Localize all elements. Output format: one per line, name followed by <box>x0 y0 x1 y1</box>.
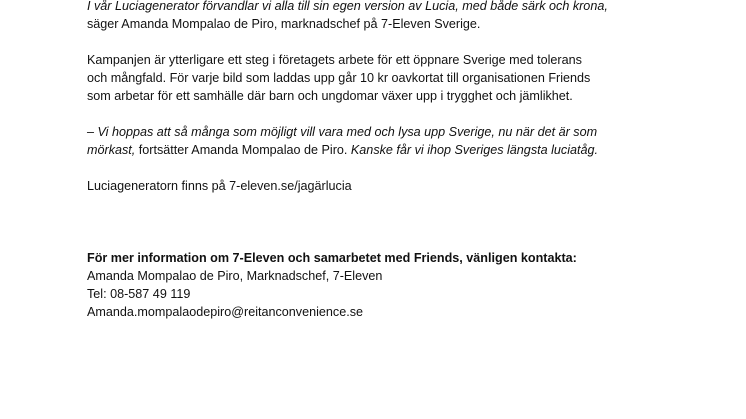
campaign-line-2: och mångfald. För varje bild som laddas upp går 10 kr oavkortat till organisationen Friends <box>87 71 591 85</box>
contact-email: Amanda.mompalaodepiro@reitanconvenience.se <box>87 305 364 319</box>
quote-line-2: säger Amanda Mompalao de Piro, marknadschef på 7-Eleven Sverige. <box>87 17 481 31</box>
hope-line-2-regular: fortsätter Amanda Mompalao de Piro. <box>135 143 351 157</box>
quote-line-1: I vår Luciagenerator förvandlar vi alla till sin egen version av Lucia, med både särk och krona, <box>87 0 608 13</box>
generator-paragraph: Luciageneratorn finns på 7-eleven.se/jagärlucia <box>87 179 352 193</box>
hope-line-2-italic-end: Kanske får vi ihop Sveriges längsta luciatåg. <box>350 143 599 157</box>
contact-heading: För mer information om 7-Eleven och samarbetet med Friends, vänligen kontakta: <box>87 251 577 265</box>
campaign-line-3: som arbetar för ett samhälle där barn och ungdomar växer upp i trygghet och jämlikhet. <box>87 89 573 103</box>
campaign-line-1: Kampanjen är ytterligare ett steg i företagets arbete för ett öppnare Sverige med tolerans <box>87 53 582 67</box>
press-release-page <box>87 0 727 321</box>
hope-line-2-italic: mörkast, <box>87 143 136 157</box>
hope-paragraph <box>87 123 727 159</box>
quote-paragraph <box>87 0 727 33</box>
hope-line-1: – Vi hoppas att så många som möjligt vill vara med och lysa upp Sverige, nu när det är som <box>87 125 598 139</box>
contact-block <box>87 249 727 321</box>
hope-line-2 <box>87 141 727 159</box>
campaign-paragraph <box>87 51 727 105</box>
contact-name: Amanda Mompalao de Piro, Marknadschef, 7-Eleven <box>87 269 383 283</box>
contact-phone: Tel: 08-587 49 119 <box>87 287 191 301</box>
